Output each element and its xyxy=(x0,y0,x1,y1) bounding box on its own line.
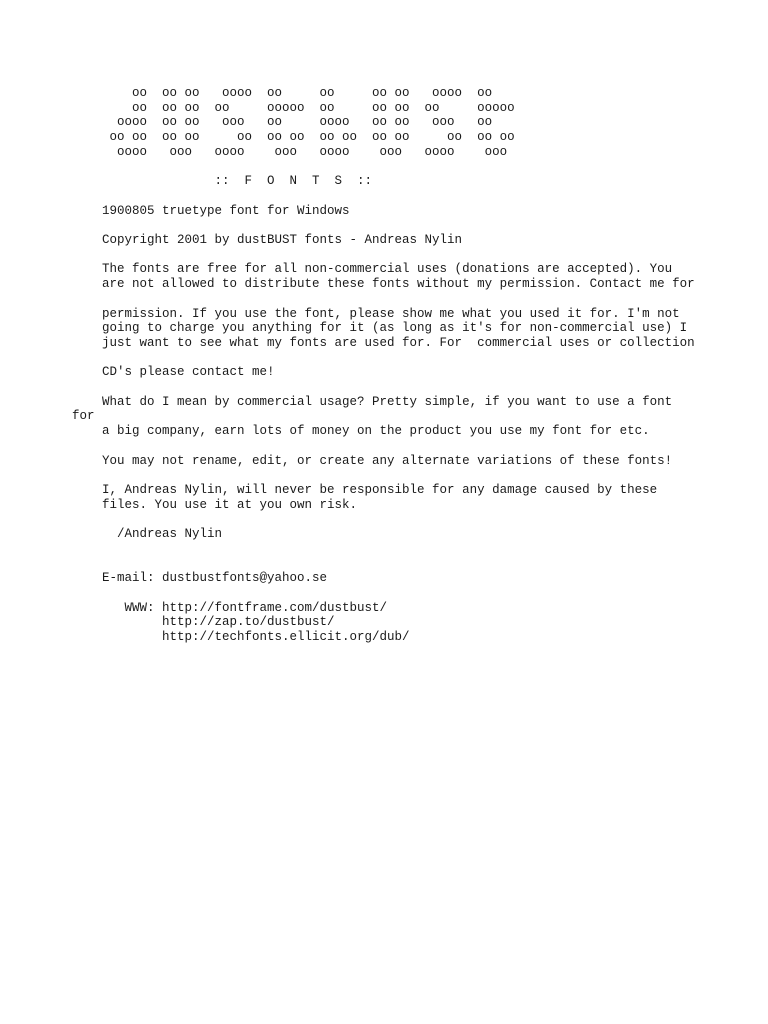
text-line: The fonts are free for all non-commercial uses (donations are accepted). You xyxy=(72,262,673,277)
text-line: WWW: http://fontframe.com/dustbust/ xyxy=(72,600,388,615)
text-line: :: F O N T S :: xyxy=(72,174,373,189)
text-line: going to charge you anything for it (as long as it's for non-commercial use) I xyxy=(72,321,688,336)
text-line: http://zap.to/dustbust/ xyxy=(72,615,335,630)
document-page xyxy=(72,86,762,645)
text-line: for xyxy=(72,409,95,424)
text-line: E-mail: dustbustfonts@yahoo.se xyxy=(72,571,328,586)
text-line: oo oo oo oooo oo oo oo oo oooo oo xyxy=(72,86,493,100)
text-line: a big company, earn lots of money on the product you use my font for etc. xyxy=(72,424,650,439)
text-line: You may not rename, edit, or create any alternate variations of these fonts! xyxy=(72,453,673,468)
text-line: 1900805 truetype font for Windows xyxy=(72,203,350,218)
text-line: What do I mean by commercial usage? Pretty simple, if you want to use a font xyxy=(72,394,673,409)
document-text xyxy=(72,86,762,645)
text-line: permission. If you use the font, please show me what you used it for. I'm not xyxy=(72,306,680,321)
text-line: oo oo oo oo ooooo oo oo oo oo ooooo xyxy=(72,100,515,115)
text-line: Copyright 2001 by dustBUST fonts - Andreas Nylin xyxy=(72,233,463,248)
text-line: just want to see what my fonts are used for. For commercial uses or collection xyxy=(72,335,695,350)
text-line: http://techfonts.ellicit.org/dub/ xyxy=(72,630,410,645)
text-line: I, Andreas Nylin, will never be responsible for any damage caused by these xyxy=(72,482,658,497)
text-line: /Andreas Nylin xyxy=(72,527,223,542)
text-line: are not allowed to distribute these fonts without my permission. Contact me for xyxy=(72,277,695,292)
text-line: CD's please contact me! xyxy=(72,365,275,380)
text-line: oo oo oo oo oo oo oo oo oo oo oo oo oo oo xyxy=(72,130,515,145)
text-line: oooo oo oo ooo oo oooo oo oo ooo oo xyxy=(72,115,493,130)
text-line: files. You use it at you own risk. xyxy=(72,497,358,512)
text-line: oooo ooo oooo ooo oooo ooo oooo ooo xyxy=(72,144,508,159)
